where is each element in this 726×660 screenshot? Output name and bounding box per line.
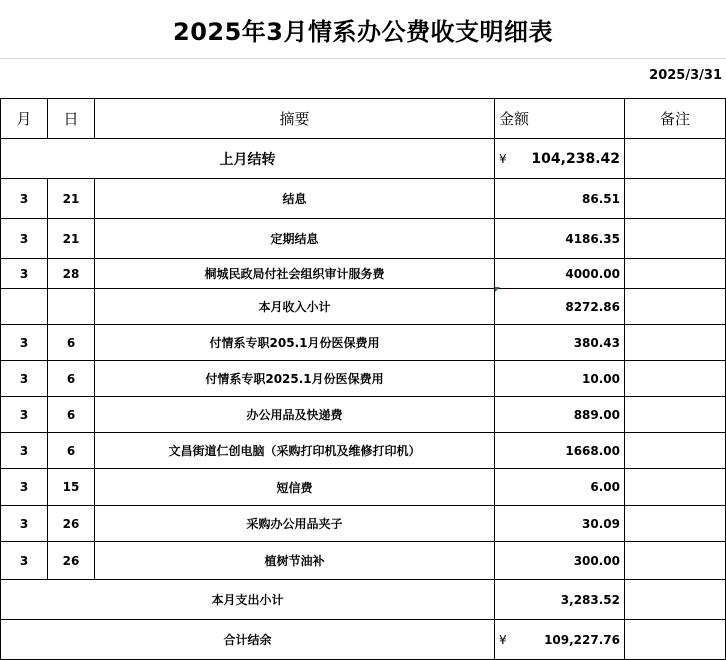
report-date: 2025/3/31 — [649, 68, 722, 83]
month-cell[interactable]: 3 — [1, 397, 48, 433]
expense-subtotal-row — [1, 580, 726, 620]
month-cell[interactable]: 3 — [1, 469, 48, 506]
expense-subtotal-label[interactable]: 本月支出小计 — [1, 580, 495, 620]
day-cell[interactable]: 15 — [48, 469, 95, 506]
day-cell[interactable]: 21 — [48, 179, 95, 219]
remark-cell[interactable] — [625, 325, 726, 361]
header-day[interactable]: 日 — [48, 99, 95, 139]
income-subtotal-amount[interactable]: 8272.86 — [495, 289, 625, 325]
total-balance-label[interactable]: 合计结余 — [1, 620, 495, 660]
day-cell[interactable]: 21 — [48, 219, 95, 259]
day-cell[interactable]: 28 — [48, 259, 95, 289]
remark-cell[interactable] — [625, 433, 726, 469]
month-cell[interactable]: 3 — [1, 325, 48, 361]
table-row — [1, 506, 726, 542]
summary-cell[interactable]: 定期结息 — [95, 219, 495, 259]
table-row — [1, 179, 726, 219]
month-cell[interactable]: 3 — [1, 542, 48, 580]
income-subtotal-label[interactable]: 本月收入小计 — [95, 289, 495, 325]
income-rows — [1, 179, 726, 289]
total-balance-row — [1, 620, 726, 660]
gridline — [0, 58, 726, 59]
remark-cell[interactable] — [625, 397, 726, 433]
amount-cell[interactable]: 380.43 — [495, 325, 625, 361]
comment-indicator-icon — [495, 287, 500, 292]
ledger-table — [0, 98, 726, 660]
summary-cell[interactable]: 桐城民政局付社会组织审计服务费 — [95, 259, 495, 289]
amount-cell[interactable]: 4000.00 — [495, 259, 625, 289]
month-cell[interactable]: 3 — [1, 259, 48, 289]
day-cell[interactable]: 26 — [48, 542, 95, 580]
summary-cell[interactable]: 结息 — [95, 179, 495, 219]
amount-cell[interactable]: 30.09 — [495, 506, 625, 542]
expense-rows — [1, 325, 726, 580]
amount-cell[interactable]: 889.00 — [495, 397, 625, 433]
remark-cell[interactable] — [625, 219, 726, 259]
currency-symbol: ¥ — [499, 632, 507, 647]
amount-cell[interactable]: 4186.35 — [495, 219, 625, 259]
expense-subtotal-amount[interactable]: 3,283.52 — [495, 580, 625, 620]
header-month[interactable]: 月 — [1, 99, 48, 139]
header-row — [1, 99, 726, 139]
summary-cell[interactable]: 付情系专职205.1月份医保费用 — [95, 325, 495, 361]
empty-cell[interactable] — [48, 289, 95, 325]
month-cell[interactable]: 3 — [1, 179, 48, 219]
day-cell[interactable]: 26 — [48, 506, 95, 542]
month-cell[interactable]: 3 — [1, 219, 48, 259]
empty-cell[interactable] — [1, 289, 48, 325]
remark-cell[interactable] — [625, 580, 726, 620]
remark-cell[interactable] — [625, 620, 726, 660]
table-row — [1, 397, 726, 433]
remark-cell[interactable] — [625, 289, 726, 325]
remark-cell[interactable] — [625, 361, 726, 397]
amount-cell[interactable]: 6.00 — [495, 469, 625, 506]
table-row — [1, 259, 726, 289]
month-cell[interactable]: 3 — [1, 506, 48, 542]
table-row — [1, 433, 726, 469]
opening-balance-amount[interactable] — [495, 139, 625, 179]
day-cell[interactable]: 6 — [48, 397, 95, 433]
summary-cell[interactable]: 短信费 — [95, 469, 495, 506]
header-summary[interactable]: 摘要 — [95, 99, 495, 139]
summary-cell[interactable]: 植树节油补 — [95, 542, 495, 580]
summary-cell[interactable]: 文昌街道仁创电脑（采购打印机及维修打印机） — [95, 433, 495, 469]
summary-cell[interactable]: 办公用品及快递费 — [95, 397, 495, 433]
header-remark[interactable]: 备注 — [625, 99, 726, 139]
day-cell[interactable]: 6 — [48, 361, 95, 397]
amount-cell[interactable]: 300.00 — [495, 542, 625, 580]
remark-cell[interactable] — [625, 469, 726, 506]
remark-cell[interactable] — [625, 259, 726, 289]
table-row — [1, 542, 726, 580]
summary-cell[interactable]: 付情系专职2025.1月份医保费用 — [95, 361, 495, 397]
amount-cell[interactable]: 10.00 — [495, 361, 625, 397]
amount-cell[interactable]: 1668.00 — [495, 433, 625, 469]
remark-cell[interactable] — [625, 506, 726, 542]
month-cell[interactable]: 3 — [1, 361, 48, 397]
day-cell[interactable]: 6 — [48, 325, 95, 361]
summary-cell[interactable]: 采购办公用品夹子 — [95, 506, 495, 542]
total-balance-amount[interactable] — [495, 620, 625, 660]
total-amount-value: 109,227.76 — [544, 632, 620, 647]
table-row — [1, 469, 726, 506]
remark-cell[interactable] — [625, 179, 726, 219]
income-subtotal-row — [1, 289, 726, 325]
currency-symbol: ¥ — [499, 151, 507, 166]
table-row — [1, 325, 726, 361]
table-row — [1, 219, 726, 259]
month-cell[interactable]: 3 — [1, 433, 48, 469]
opening-amount-value: 104,238.42 — [531, 150, 620, 167]
sheet-title: 2025年3月情系办公费收支明细表 — [173, 17, 553, 46]
day-cell[interactable]: 6 — [48, 433, 95, 469]
table-row — [1, 361, 726, 397]
remark-cell[interactable] — [625, 139, 726, 179]
amount-cell[interactable]: 86.51 — [495, 179, 625, 219]
remark-cell[interactable] — [625, 542, 726, 580]
opening-balance-row — [1, 139, 726, 179]
header-amount[interactable]: 金额 — [495, 99, 625, 139]
opening-balance-label[interactable]: 上月结转 — [1, 139, 495, 179]
